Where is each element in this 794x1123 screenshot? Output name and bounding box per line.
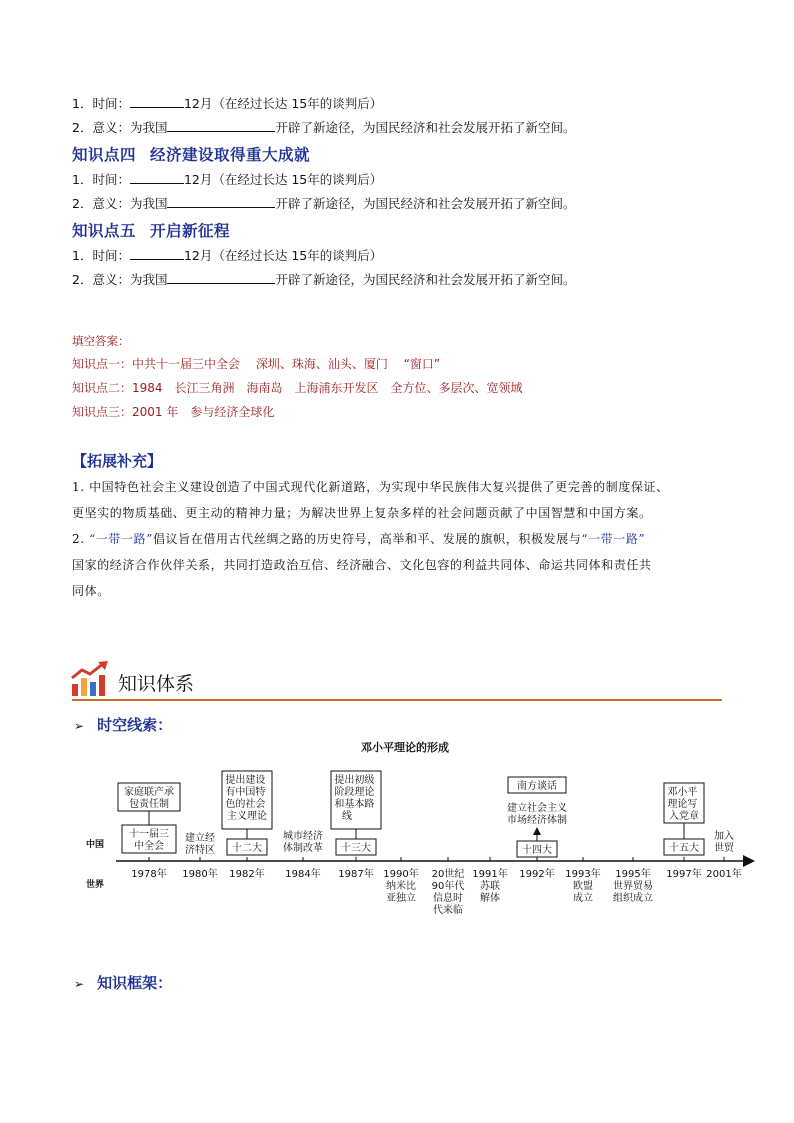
heading-knowledge-point-4: 知识点四 经济建设取得重大成就 [72,146,311,164]
p3-significance-line: 2．意义：为我国 开辟了新途径，为国民经济和社会发展开拓了新空间。 [72,120,576,135]
timeline-diagram [0,735,794,935]
svg-text:建立经济特区 [185,831,215,856]
year-label: 1992年 [519,869,555,880]
p4-significance-line: 2．意义：为我国 开辟了新途径，为国民经济和社会发展开拓了新空间。 [72,196,576,211]
row-label-china: 中国 [86,840,105,850]
section-divider [72,699,722,701]
fill-blank[interactable] [130,171,184,184]
year-label: 1980年 [182,869,218,880]
timeline-title: 邓小平理论的形成 [361,741,449,754]
box-1992-bottom: 十四大 [522,845,552,856]
svg-text:苏联解体 [480,879,500,904]
box-1997-top-l2: 理论写 [667,799,698,810]
box-1997-bottom: 十五大 [669,843,699,854]
event-1980-l2: 济特区 [185,845,215,856]
svg-text:建立社会主义市场经济体制 [507,801,567,826]
svg-text:城市经济体制改革 [283,829,323,854]
box-1982-bottom: 十二大 [232,843,262,854]
event-1980-l1: 建立经 [185,833,215,844]
world-1995-l2: 组织成立 [613,893,653,904]
svg-text:世界贸易组织成立 [613,879,653,904]
event-1984-l2: 体制改革 [283,843,323,854]
arrow-bullet-icon: ➢ [74,719,85,733]
fill-blank[interactable] [130,95,184,108]
svg-text:家庭联产承包责任制 [124,785,174,810]
world-1991-l1: 苏联 [480,881,500,892]
year-label: 1993年 [565,869,601,880]
box-1987-bottom: 十三大 [341,843,371,854]
box-1992-top: 南方谈话 [517,781,557,792]
p5-significance-line: 2．意义：为我国 开辟了新途径，为国民经济和社会发展开拓了新空间。 [72,272,576,287]
year-label: 1982年 [229,869,265,880]
timeline-subheading: ➢ 时空线索： [74,716,173,734]
svg-text:提出建设 有中国特 色的社会 主义理 [225,773,268,822]
event-1984-l1: 城市经济 [283,831,323,842]
svg-text:纳米比亚独立 [386,879,416,904]
fill-blank[interactable] [130,247,184,260]
svg-text:加入世贸 [714,829,735,854]
extension-body: 1. 中国特色社会主义建设创造了中国式现代化新道路，为实现中华民族伟大复兴提供了更完善的制度保证、 更坚实的物质基础、更主动的精神力量；为解决世界上复杂多样的社会问题贡献了中国智慧和中国方案。 2. “一带一路”倡议旨在借用古代丝绸之路的历史符号，高举和平、发展的旗帜，积极发展与“一带一路” 国家的经济合作伙伴关系，共同打造政治互信、经济融合、文化包容的利益共同体、命运共同体和责任共 同体。 [72,480,669,598]
world-1995-l1: 世界贸易 [613,881,653,892]
box-1978-bottom-l2: 中全会 [134,841,164,852]
event-2001-l1: 加入 [714,831,734,842]
world-1991-l2: 解体 [480,893,500,904]
section-title-knowledge-system: 知识体系 [118,673,195,695]
year-label: 1987年 [338,869,374,880]
p5-time-line: 1．时间： 12月（在经过长达 15年的谈判后） [72,248,383,263]
year-label: 2001年 [706,869,742,880]
svg-text:欧盟成立 [573,879,593,904]
event-1992-l2: 市场经济体制 [507,815,567,826]
box-1982-top-l1: 提出建设 [225,775,266,786]
arrow-bullet-icon: ➢ [74,977,85,991]
event-2001-l2: 世贸 [714,843,734,854]
box-1982-top-l3: 色的社会 [225,799,266,810]
box-1987-top-l4: 线 [342,811,352,822]
box-1997-top-l3: 入党章 [669,811,699,822]
answers-title: 填空答案： [72,334,130,348]
world-1990-l1: 纳米比 [386,881,416,892]
svg-text:90年代信息时代来临 [432,879,465,916]
answer-k2: 知识点二：1984 长江三角洲 海南岛 上海浦东开发区 全方位、多层次、宽领域 [72,381,523,395]
year-label: 20世纪 [431,869,465,880]
world-90s-l1: 90年代 [431,881,465,892]
p3-time-line: 1．时间： 12月（在经过长达 15年的谈判后） [72,96,383,111]
extension-title: 【拓展补充】 [72,452,163,470]
answer-k3: 知识点三：2001 年 参与经济全球化 [72,405,275,419]
world-1990-l2: 亚独立 [386,893,416,904]
box-1987-top-l3: 和基本路 [334,799,375,810]
svg-text:邓小平 理论写 入党章 [667,785,700,822]
heading-knowledge-point-5: 知识点五 开启新征程 [72,222,231,240]
box-1978-top-l1: 家庭联产承 [124,787,174,798]
year-label: 1990年 [383,869,419,880]
p4-time-line: 1．时间： 12月（在经过长达 15年的谈判后） [72,172,383,187]
box-1978-bottom-l1: 十一届三 [129,829,169,840]
year-label: 1997年 [666,869,702,880]
fill-blank[interactable] [167,119,275,132]
world-90s-l3: 代来临 [433,905,463,916]
fill-blank[interactable] [167,195,275,208]
box-1997-top-l1: 邓小平 [667,787,698,798]
world-1993-l2: 成立 [573,893,593,904]
world-90s-l2: 信息时 [433,893,463,904]
fill-blank[interactable] [167,271,275,284]
box-1982-top-l4: 主义理论 [227,811,267,822]
world-1993-l1: 欧盟 [573,881,593,892]
year-label: 1984年 [285,869,321,880]
year-label: 1995年 [615,869,651,880]
answer-k1: 知识点一：中共十一届三中全会 深圳、珠海、汕头、厦门 “窗口” [72,357,441,371]
svg-text:十一届三中全会 [129,827,169,852]
bar-chart-trend-icon [70,660,112,698]
row-label-world: 世界 [86,880,105,890]
year-label: 1978年 [131,869,167,880]
svg-text:提出初级 阶段理论 和基本路 线 [334,773,377,822]
box-1987-top-l2: 阶段理论 [334,787,375,798]
box-1982-top-l2: 有中国特 [225,787,266,798]
box-1978-top-l2: 包责任制 [129,799,169,810]
event-1992-l1: 建立社会主义 [507,803,567,814]
box-1987-top-l1: 提出初级 [334,775,375,786]
year-label: 1991年 [472,869,508,880]
framework-subheading: ➢ 知识框架： [74,974,173,992]
